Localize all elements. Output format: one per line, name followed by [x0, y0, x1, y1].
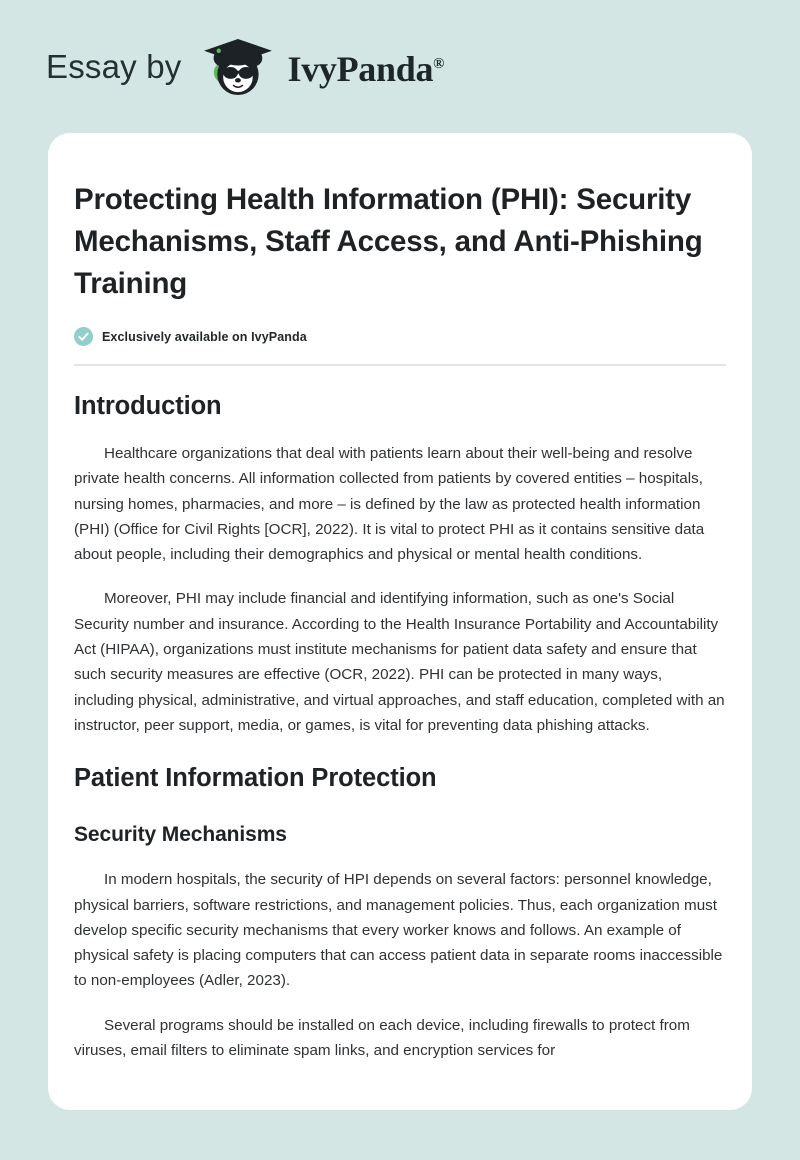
exclusive-availability-badge	[74, 327, 726, 346]
essay-card-inner	[74, 179, 726, 1063]
paragraph: Several programs should be installed on each device, including firewalls to protect from viruses, email filters to eliminate spam links, and encryption services for	[74, 1016, 690, 1060]
site-header	[0, 0, 800, 133]
brand-name-text: IvyPanda	[287, 48, 434, 89]
section-heading-introduction: Introduction	[74, 392, 222, 420]
paragraph: Healthcare organizations that deal with patients learn about their well-being and resolve private health concerns. All information collected from patients by covered entities – hospitals, nursing homes, pharmacies, and more – is defined by the law as protected health information (PHI) (Office for Civil Rights [OCR], 2022). It is vital to protect PHI as it contains sensitive data about people, including their demographics and physical or mental health conditions.	[74, 445, 705, 564]
registered-trademark-icon: ®	[433, 55, 445, 72]
ivypanda-panda-graduation-logo-icon	[196, 36, 274, 98]
section-heading-patient-information-protection: Patient Information Protection	[74, 764, 437, 793]
essay-by-label: Essay by	[46, 48, 182, 85]
subsection-heading-security-mechanisms: Security Mechanisms	[74, 823, 287, 847]
brand-name	[287, 48, 445, 89]
essay-card	[48, 133, 752, 1110]
paragraph: In modern hospitals, the security of HPI depends on several factors: personnel knowledge, physical barriers, software restrictions, and management policies. Thus, each organization must develop specific security mechanisms that every worker knows and follows. An example of physical safety is placing computers that can access patient data in separate rooms inaccessible to non-employees (Adler, 2023).	[74, 871, 723, 990]
paragraph: Moreover, PHI may include financial and identifying information, such as one's Social Security number and insurance. According to the Health Insurance Portability and Accountability Act (HIPAA), organizations must institute mechanisms for patient data safety and ensure that such security measures are effective (OCR, 2022). PHI can be protected in many ways, including physical, administrative, and virtual approaches, and staff education, completed with an instructor, peer support, media, or games, is vital for preventing data phishing attacks.	[74, 590, 725, 734]
check-circle-icon	[74, 327, 93, 346]
brand-lockup[interactable]	[46, 36, 444, 98]
status-badge-label: Exclusively available on IvyPanda	[102, 329, 307, 344]
title-divider	[74, 364, 726, 366]
page-title: Protecting Health Information (PHI): Security Mechanisms, Staff Access, and Anti-Phishing Training	[74, 183, 703, 300]
